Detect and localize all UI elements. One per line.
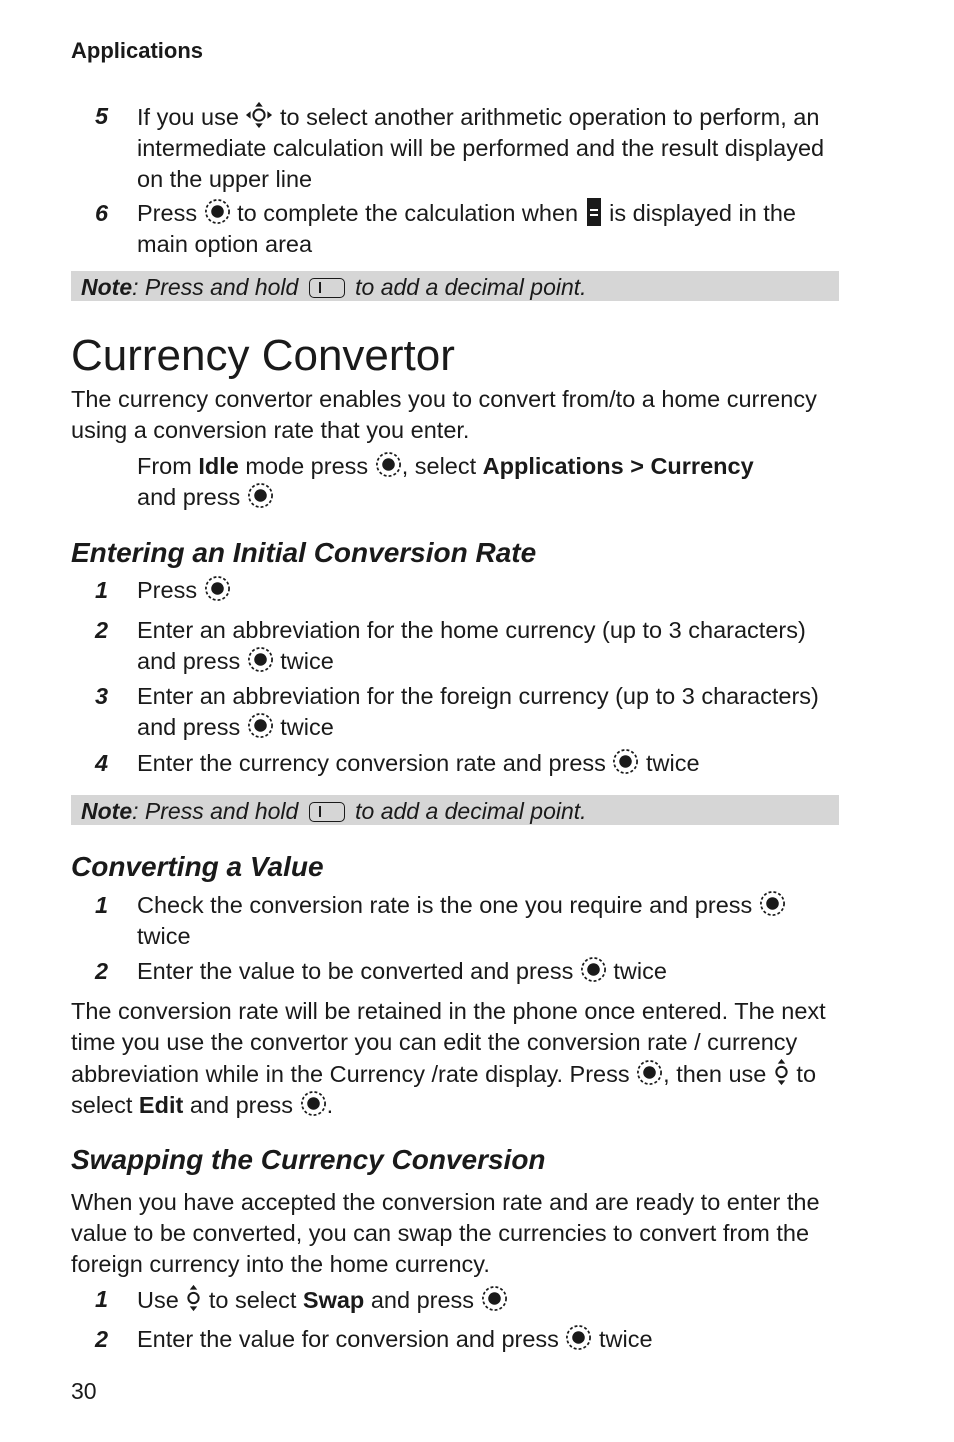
convert-step-2 (71, 956, 839, 987)
note-label: Note (81, 798, 133, 824)
select-key-icon (580, 956, 607, 983)
step-number: 3 (95, 683, 109, 709)
decimal-key-icon (309, 802, 345, 822)
select-key-icon (247, 712, 274, 739)
select-key-icon (481, 1285, 508, 1312)
step-text: Enter the currency conversion rate and press (137, 750, 606, 776)
select-key-icon (636, 1059, 663, 1086)
section-heading-initial-rate: Entering an Initial Conversion Rate (71, 537, 537, 568)
intro-paragraph: The currency convertor enables you to convert from/to a home currency using a conversion rate that you enter. (71, 386, 817, 443)
step-number: 4 (95, 750, 109, 776)
nav-text: and press (137, 484, 241, 510)
section-heading-converting: Converting a Value (71, 851, 324, 882)
nav-text: From (137, 453, 199, 479)
select-key-icon (612, 748, 639, 775)
note-text: : Press and hold (132, 274, 299, 300)
swap-step-2 (71, 1324, 839, 1355)
rate-step-1 (71, 575, 839, 606)
note-text: to add a decimal point. (355, 274, 587, 300)
step-text: Use (137, 1287, 179, 1313)
nav-mode: Idle (198, 453, 239, 479)
step-text: Press (137, 577, 198, 603)
step-text: Enter the value to be converted and press (137, 958, 574, 984)
select-key-icon (247, 482, 274, 509)
step-text: is displayed in the main option area (137, 200, 796, 257)
note-text: : Press and hold (132, 798, 299, 824)
step-number: 5 (95, 103, 109, 129)
step-text: and press (364, 1287, 475, 1313)
step-text: twice (137, 923, 191, 949)
page-title: Currency Convertor (71, 331, 455, 380)
step-number: 1 (95, 577, 109, 603)
para-text: to select (71, 1061, 817, 1118)
select-key-icon (247, 646, 274, 673)
section-heading-swapping: Swapping the Currency Conversion (71, 1144, 546, 1175)
step-option: Swap (302, 1287, 365, 1313)
step-5 (71, 101, 839, 195)
step-text: to select another arithmetic operation to perform, an intermediate calculation will be performed and the result displayed on the upper line (137, 104, 825, 192)
step-text: to complete the calculation when (237, 200, 579, 226)
step-6 (71, 198, 839, 260)
step-number: 2 (95, 1326, 109, 1352)
note-text: to add a decimal point. (355, 798, 587, 824)
note-label: Note (81, 274, 133, 300)
convert-step-1 (71, 890, 839, 952)
para-text: The conversion rate will be retained in the phone once entered. The next time you use the convertor you can edit the conversion rate / currency abbreviation while in the Currency /rate display. Press (71, 998, 826, 1087)
step-text: twice (280, 648, 334, 674)
running-header: Applications (71, 38, 204, 63)
nav-text: mode press (238, 453, 369, 479)
step-text: If you use (137, 104, 239, 130)
step-number: 1 (95, 892, 109, 918)
step-text: Enter an abbreviation for the foreign currency (up to 3 characters) and press (137, 683, 819, 740)
step-text: Enter an abbreviation for the home currency (up to 3 characters) and press (137, 617, 806, 674)
step-text: Press (137, 200, 198, 226)
navigation-updown-icon (185, 1284, 202, 1312)
rate-step-4 (71, 748, 839, 779)
step-text: Enter the value for conversion and press (137, 1326, 559, 1352)
step-text: twice (646, 750, 700, 776)
select-key-icon (759, 890, 786, 917)
rate-step-2 (71, 615, 839, 677)
para-text: , then use (663, 1061, 767, 1087)
para-text: and press (183, 1092, 294, 1118)
note-decimal-point (71, 795, 839, 825)
select-key-icon (565, 1324, 592, 1351)
note-decimal-point (71, 271, 839, 301)
step-number: 1 (95, 1286, 109, 1312)
step-number: 2 (95, 617, 109, 643)
nav-text: , select (401, 453, 483, 479)
equals-symbol-icon (587, 198, 601, 226)
step-text: twice (613, 958, 667, 984)
step-number: 2 (95, 958, 109, 984)
para-option: Edit (138, 1092, 184, 1118)
step-text: twice (280, 714, 334, 740)
para-text: . (326, 1092, 334, 1118)
decimal-key-icon (309, 278, 345, 298)
navigation-instruction (137, 451, 839, 513)
retention-paragraph (71, 996, 839, 1121)
page-number: 30 (71, 1378, 97, 1404)
step-text: twice (599, 1326, 653, 1352)
navigation-updown-icon (773, 1058, 790, 1086)
swap-paragraph: When you have accepted the conversion rate and are ready to enter the value to be converted, you can swap the currencies to convert from the foreign currency into the home currency. (71, 1189, 820, 1277)
nav-menu-path: Applications > Currency (482, 453, 754, 479)
step-text: to select (208, 1287, 303, 1313)
select-key-icon (204, 198, 231, 225)
navigation-4way-icon (245, 101, 273, 129)
rate-step-3 (71, 681, 839, 743)
step-text: Check the conversion rate is the one you require and press (137, 892, 753, 918)
swap-step-1 (71, 1284, 839, 1316)
step-number: 6 (95, 200, 109, 226)
select-key-icon (204, 575, 231, 602)
select-key-icon (300, 1090, 327, 1117)
select-key-icon (375, 451, 402, 478)
